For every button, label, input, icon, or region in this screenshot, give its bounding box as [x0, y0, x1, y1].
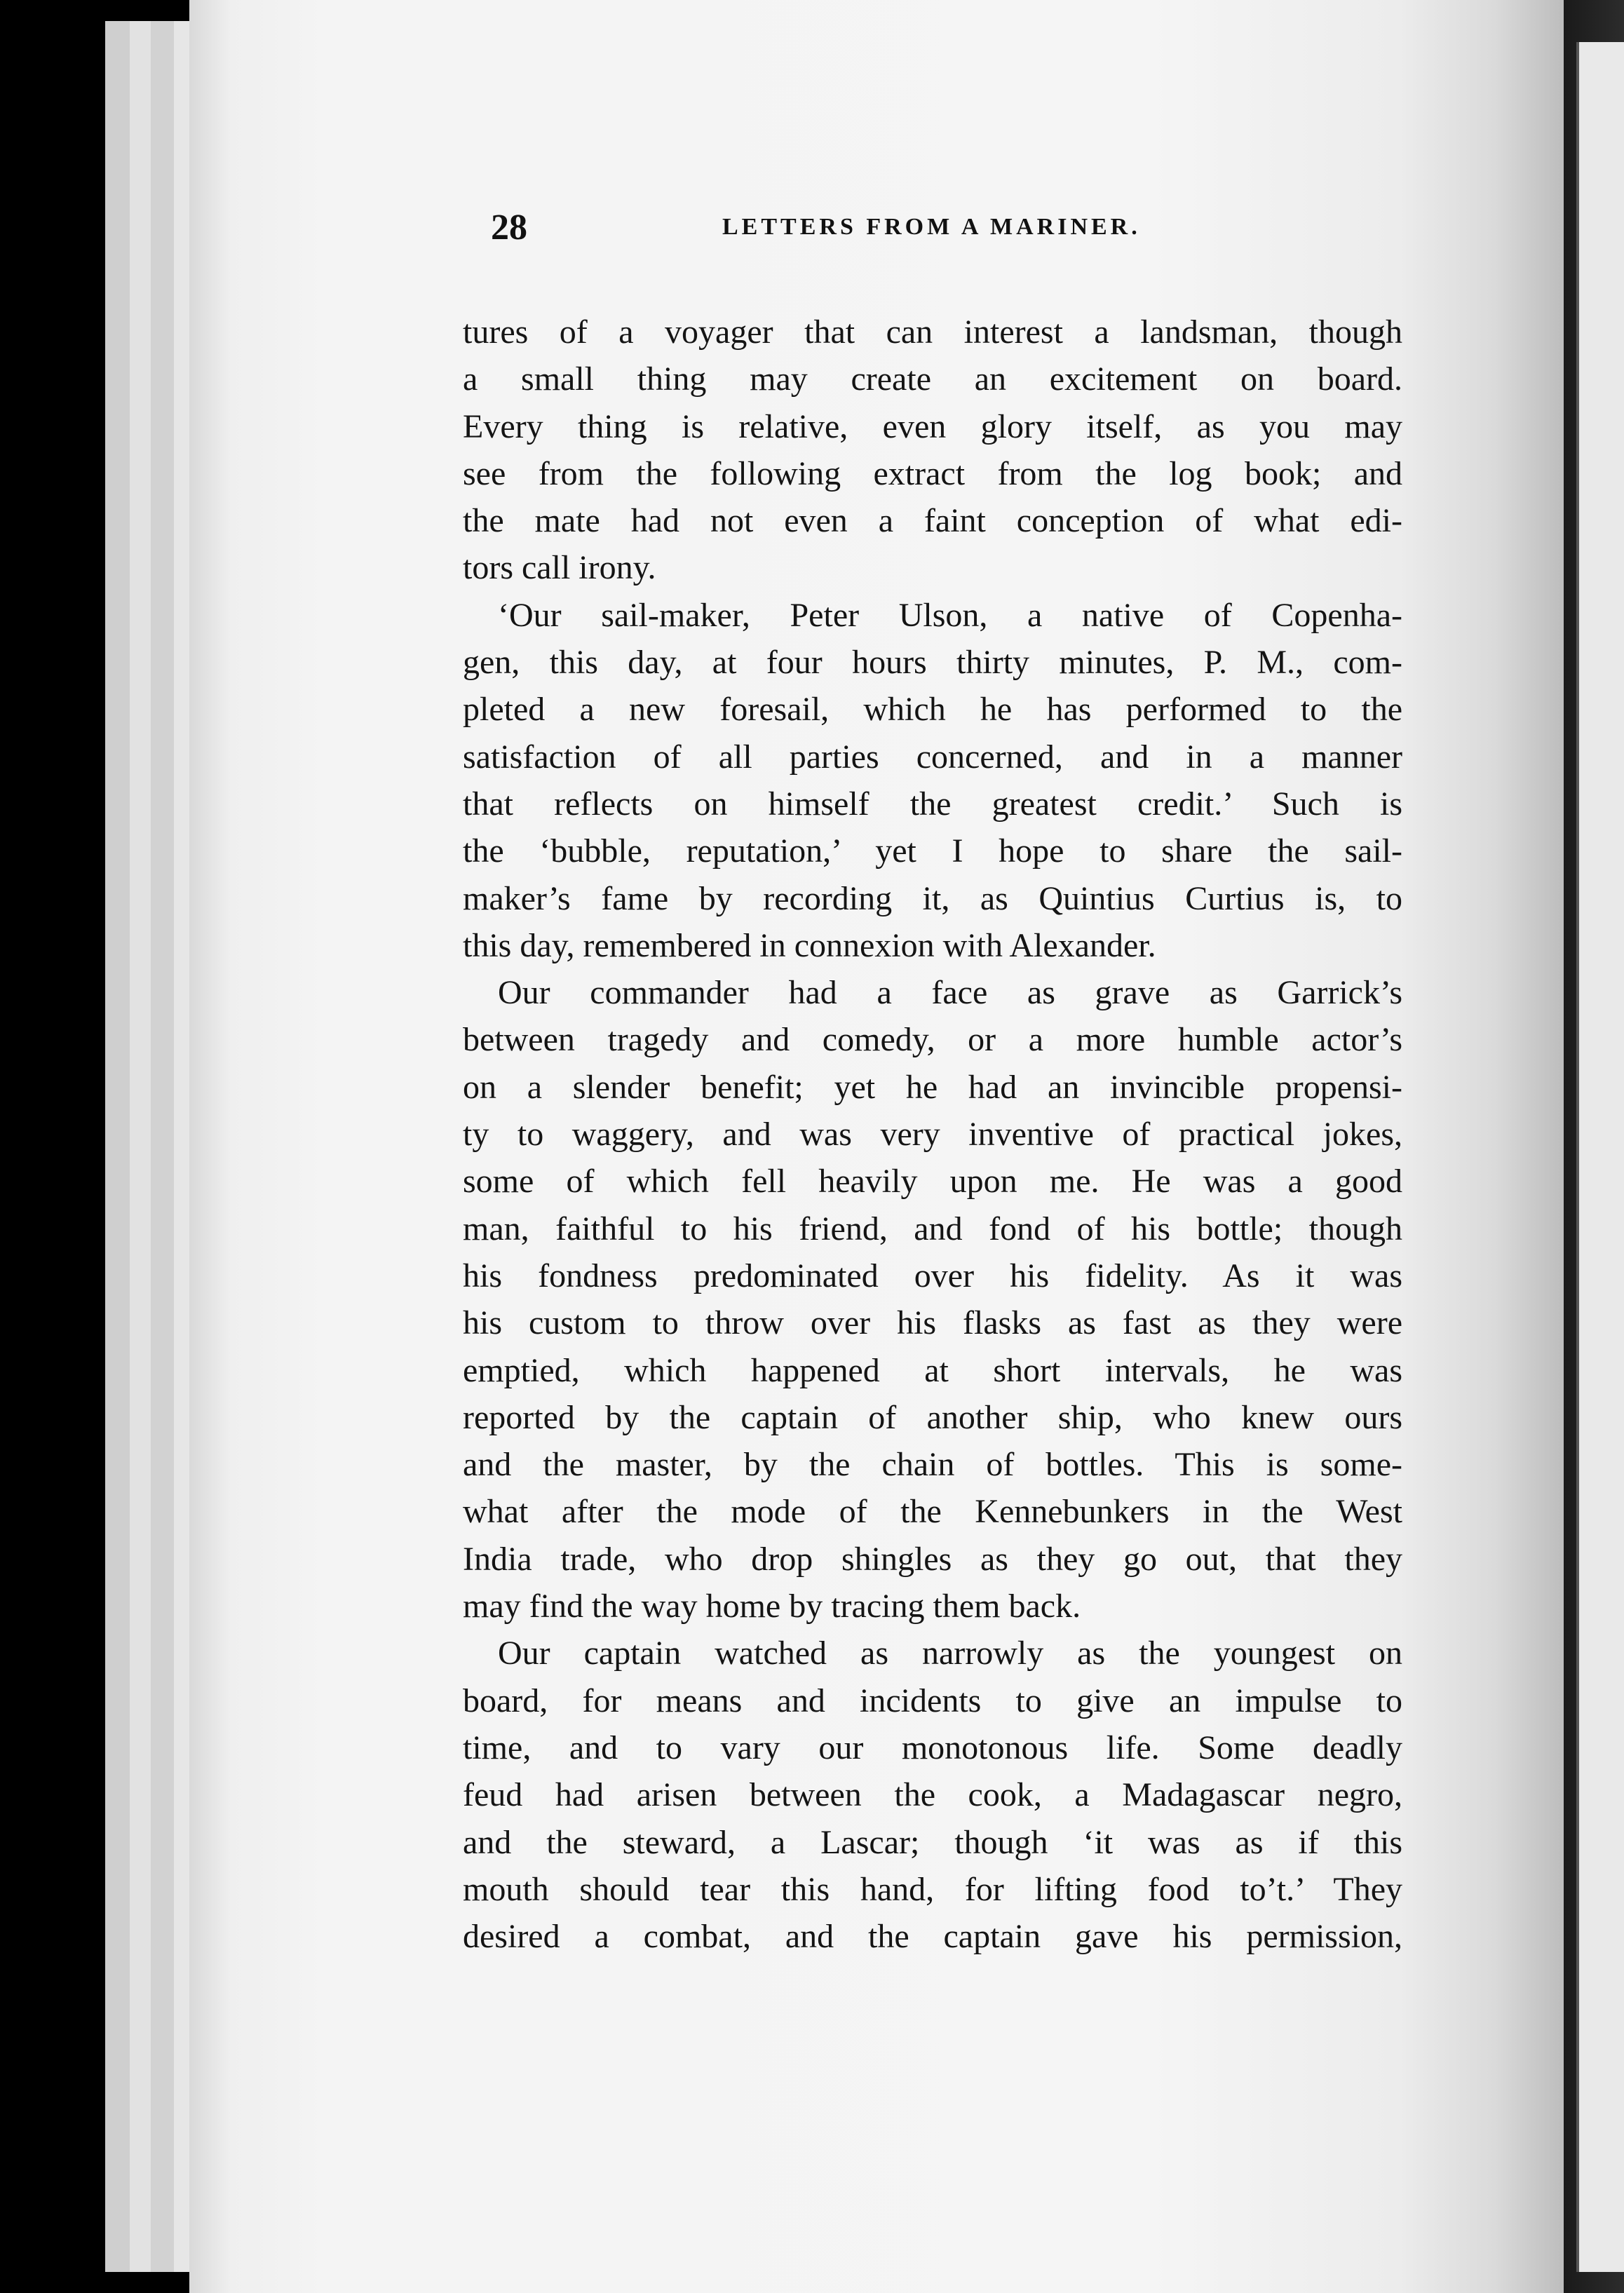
body-text [463, 309, 1402, 1960]
text-line: his custom to throw over his flasks as fast as they were [463, 1304, 1402, 1342]
text-line: tors call irony. [463, 549, 656, 587]
page-header [491, 207, 1402, 263]
text-line: a small thing may create an excitement on board. [463, 360, 1402, 398]
text-line: board, for means and incidents to give an impulse to [463, 1682, 1402, 1719]
text-line: man, faithful to his friend, and fond of his bottle; though [463, 1210, 1402, 1247]
text-line: may find the way home by tracing them back. [463, 1588, 1081, 1625]
text-line: Our captain watched as narrowly as the youngest on [498, 1635, 1402, 1672]
text-line: India trade, who drop shingles as they go out, that they [463, 1540, 1402, 1578]
facing-page [1576, 42, 1624, 2272]
text-line: maker’s fame by recording it, as Quintius Curtius is, to [463, 879, 1402, 917]
text-line: Our commander had a face as grave as Garrick’s [498, 974, 1402, 1012]
text-line: Every thing is relative, even glory itself, as you may [463, 407, 1402, 445]
text-line: between tragedy and comedy, or a more humble actor’s [463, 1021, 1402, 1059]
text-line: mouth should tear this hand, for lifting food to’t.’ They [463, 1870, 1402, 1908]
text-line: ty to waggery, and was very inventive of practical jokes, [463, 1116, 1402, 1154]
text-line: ‘Our sail-maker, Peter Ulson, a native of Copenha- [498, 596, 1402, 634]
text-line: gen, this day, at four hours thirty minutes, P. M., com- [463, 644, 1402, 682]
page-number: 28 [491, 208, 527, 248]
text-line: satisfaction of all parties concerned, and in a manner [463, 738, 1402, 776]
text-line: reported by the captain of another ship, who knew ours [463, 1398, 1402, 1436]
text-line: pleted a new foresail, which he has performed to the [463, 691, 1402, 729]
text-line: the ‘bubble, reputation,’ yet I hope to share the sail- [463, 832, 1402, 870]
text-line: time, and to vary our monotonous life. Some deadly [463, 1729, 1402, 1766]
text-line: emptied, which happened at short intervals, he was [463, 1351, 1402, 1389]
text-line: feud had arisen between the cook, a Madagascar negro, [463, 1776, 1402, 1814]
text-line: tures of a voyager that can interest a landsman, though [463, 313, 1402, 351]
text-line: and the steward, a Lascar; though ‘it was as if this [463, 1823, 1402, 1861]
text-line: that reflects on himself the greatest credit.’ Such is [463, 785, 1402, 823]
text-line: and the master, by the chain of bottles. This is some- [463, 1446, 1402, 1484]
text-line: the mate had not even a faint conception of what edi- [463, 502, 1402, 540]
running-title: LETTERS FROM A MARINER. [722, 214, 1141, 240]
text-line: this day, remembered in connexion with Alexander. [463, 926, 1156, 964]
text-line: see from the following extract from the log book; and [463, 454, 1402, 492]
text-line: desired a combat, and the captain gave his permission, [463, 1918, 1402, 1956]
text-line: some of which fell heavily upon me. He was a good [463, 1163, 1402, 1200]
text-line: his fondness predominated over his fidelity. As it was [463, 1257, 1402, 1294]
text-line: what after the mode of the Kennebunkers in the West [463, 1493, 1402, 1531]
text-line: on a slender benefit; yet he had an invincible propensi- [463, 1068, 1402, 1106]
